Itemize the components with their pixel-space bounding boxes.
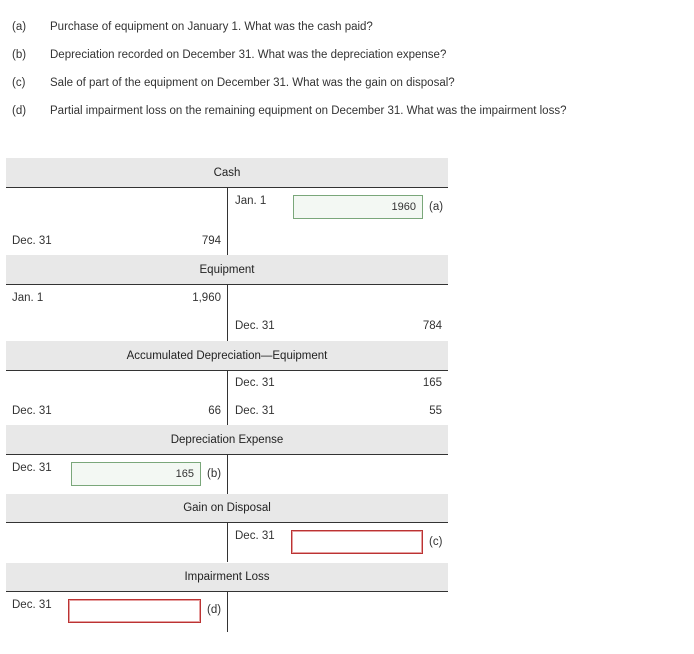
dep-expense-input-tag: (b)	[207, 468, 222, 480]
cash-debit-date: Dec. 31	[12, 235, 52, 247]
accum-dep-account-header	[6, 341, 448, 371]
equipment-t-divider	[227, 284, 228, 341]
dep-expense-t-divider	[227, 454, 228, 494]
cash-account-title: Cash	[213, 167, 241, 179]
impairment-loss-input[interactable]	[68, 599, 201, 623]
impairment-debit-date: Dec. 31	[12, 599, 52, 611]
accum-dep-t-divider	[227, 370, 228, 425]
gain-disposal-t-divider	[227, 522, 228, 562]
accum-dep-debit-date: Dec. 31	[12, 405, 52, 417]
gain-disposal-input-tag: (c)	[429, 536, 443, 548]
question-letter-d: (d)	[12, 105, 27, 117]
accum-dep-credit-date-2: Dec. 31	[235, 405, 275, 417]
impairment-input-tag: (d)	[207, 604, 222, 616]
accum-dep-debit-amount: 66	[208, 405, 221, 417]
accum-dep-credit-date-1: Dec. 31	[235, 377, 275, 389]
impairment-account-title: Impairment Loss	[184, 571, 270, 583]
question-letter-a: (a)	[12, 21, 27, 33]
accum-dep-credit-amount-1: 165	[422, 377, 442, 389]
impairment-t-divider	[227, 591, 228, 632]
gain-disposal-account-header	[6, 494, 448, 523]
equipment-debit-date: Jan. 1	[12, 292, 44, 304]
gain-on-disposal-input[interactable]	[291, 530, 423, 554]
gain-disposal-account-title: Gain on Disposal	[183, 502, 271, 514]
equipment-debit-amount: 1,960	[192, 292, 221, 304]
question-letter-c: (c)	[12, 77, 26, 89]
question-text-b: Depreciation recorded on December 31. What was the depreciation expense?	[50, 49, 447, 61]
depreciation-expense-input[interactable]: 165	[71, 462, 201, 486]
gain-disposal-credit-date: Dec. 31	[235, 530, 275, 542]
dep-expense-account-header	[6, 425, 448, 455]
cash-paid-input[interactable]: 1960	[293, 195, 423, 219]
equipment-account-title: Equipment	[199, 264, 255, 276]
question-text-a: Purchase of equipment on January 1. What was the cash paid?	[50, 21, 373, 33]
equipment-account-header	[6, 255, 448, 285]
dep-expense-account-title: Depreciation Expense	[170, 434, 284, 446]
question-letter-b: (b)	[12, 49, 27, 61]
cash-account-header	[6, 158, 448, 188]
impairment-account-header	[6, 563, 448, 592]
equipment-credit-date: Dec. 31	[235, 320, 275, 332]
cash-input-tag: (a)	[429, 201, 444, 213]
accum-dep-account-title: Accumulated Depreciation—Equipment	[126, 350, 328, 362]
cash-credit-date: Jan. 1	[235, 195, 267, 207]
dep-expense-debit-date: Dec. 31	[12, 462, 52, 474]
equipment-credit-amount: 784	[422, 320, 442, 332]
cash-t-divider	[227, 187, 228, 255]
cash-debit-amount: 794	[201, 235, 221, 247]
question-text-d: Partial impairment loss on the remaining equipment on December 31. What was the impairment loss?	[50, 105, 567, 117]
question-text-c: Sale of part of the equipment on December 31. What was the gain on disposal?	[50, 77, 455, 89]
accum-dep-credit-amount-2: 55	[429, 405, 442, 417]
